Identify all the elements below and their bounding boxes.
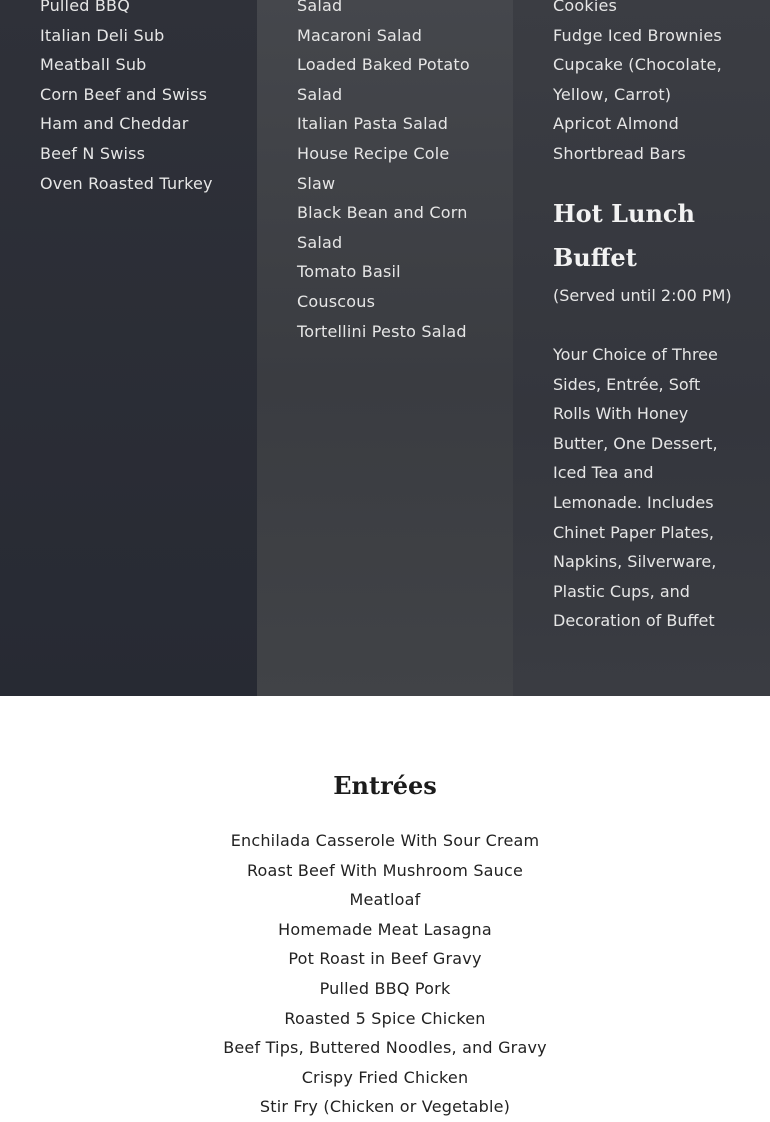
list-item: Tortellini Pesto Salad: [297, 321, 467, 341]
list-item: Meatloaf: [349, 890, 421, 910]
list-item: Pulled BBQ: [40, 0, 131, 15]
list-item: Salad: [297, 0, 343, 15]
list-item: Enchilada Casserole With Sour Cream: [230, 831, 540, 850]
list-item: Loaded Baked Potato Salad: [297, 55, 470, 104]
list-item: Macaroni Salad: [297, 25, 423, 45]
hot-lunch-serving-note: (Served until 2:00 PM): [553, 286, 732, 305]
list-item: Italian Pasta Salad: [297, 114, 449, 134]
list-item: Apricot Almond Shortbread Bars: [553, 114, 686, 163]
list-item: Pot Roast in Beef Gravy: [288, 949, 482, 969]
salads-column: [257, 0, 513, 696]
list-item: Cupcake (Chocolate, Yellow, Carrot): [553, 55, 722, 104]
list-item: Meatball Sub: [40, 55, 147, 75]
list-item: Corn Beef and Swiss: [40, 84, 208, 104]
list-item: Homemade Meat Lasagna: [278, 919, 492, 939]
sandwich-list: [40, 0, 240, 198]
list-item: Pulled BBQ Pork: [319, 978, 451, 998]
list-item: Roasted 5 Spice Chicken: [284, 1008, 486, 1028]
entrees-section: [0, 696, 770, 1117]
list-item: Beef Tips, Buttered Noodles, and Gravy: [223, 1038, 547, 1058]
entrees-heading: Entrées: [333, 771, 437, 800]
list-item: Fudge Iced Brownies: [553, 25, 722, 45]
list-item: Black Bean and Corn Salad: [297, 203, 468, 252]
sandwiches-column: [0, 0, 257, 696]
list-item: Cookies: [553, 0, 618, 15]
list-item: Ham and Cheddar: [40, 114, 189, 134]
list-item: Tomato Basil Couscous: [297, 262, 401, 311]
desserts-column: [513, 0, 770, 696]
salad-list: [297, 0, 472, 346]
hot-lunch-buffet-heading: Hot Lunch Buffet: [553, 199, 695, 272]
entrees-list: [0, 826, 770, 1122]
dessert-list: [553, 0, 743, 169]
list-item: Italian Deli Sub: [40, 25, 165, 45]
list-item: Roast Beef With Mushroom Sauce: [246, 860, 524, 880]
list-item: Crispy Fried Chicken: [301, 1067, 469, 1087]
hot-lunch-description: Your Choice of Three Sides, Entrée, Soft Rolls With Honey Butter, One Dessert, Iced Tea and Lemonade. Includes Chinet Paper Plates, Napkins, Silverware, Plastic Cups, and Decoration of Buffet: [553, 345, 718, 631]
list-item: Stir Fry (Chicken or Vegetable): [259, 1097, 511, 1117]
list-item: Oven Roasted Turkey: [40, 173, 213, 193]
list-item: House Recipe Cole Slaw: [297, 143, 450, 193]
list-item: Beef N Swiss: [40, 143, 146, 163]
